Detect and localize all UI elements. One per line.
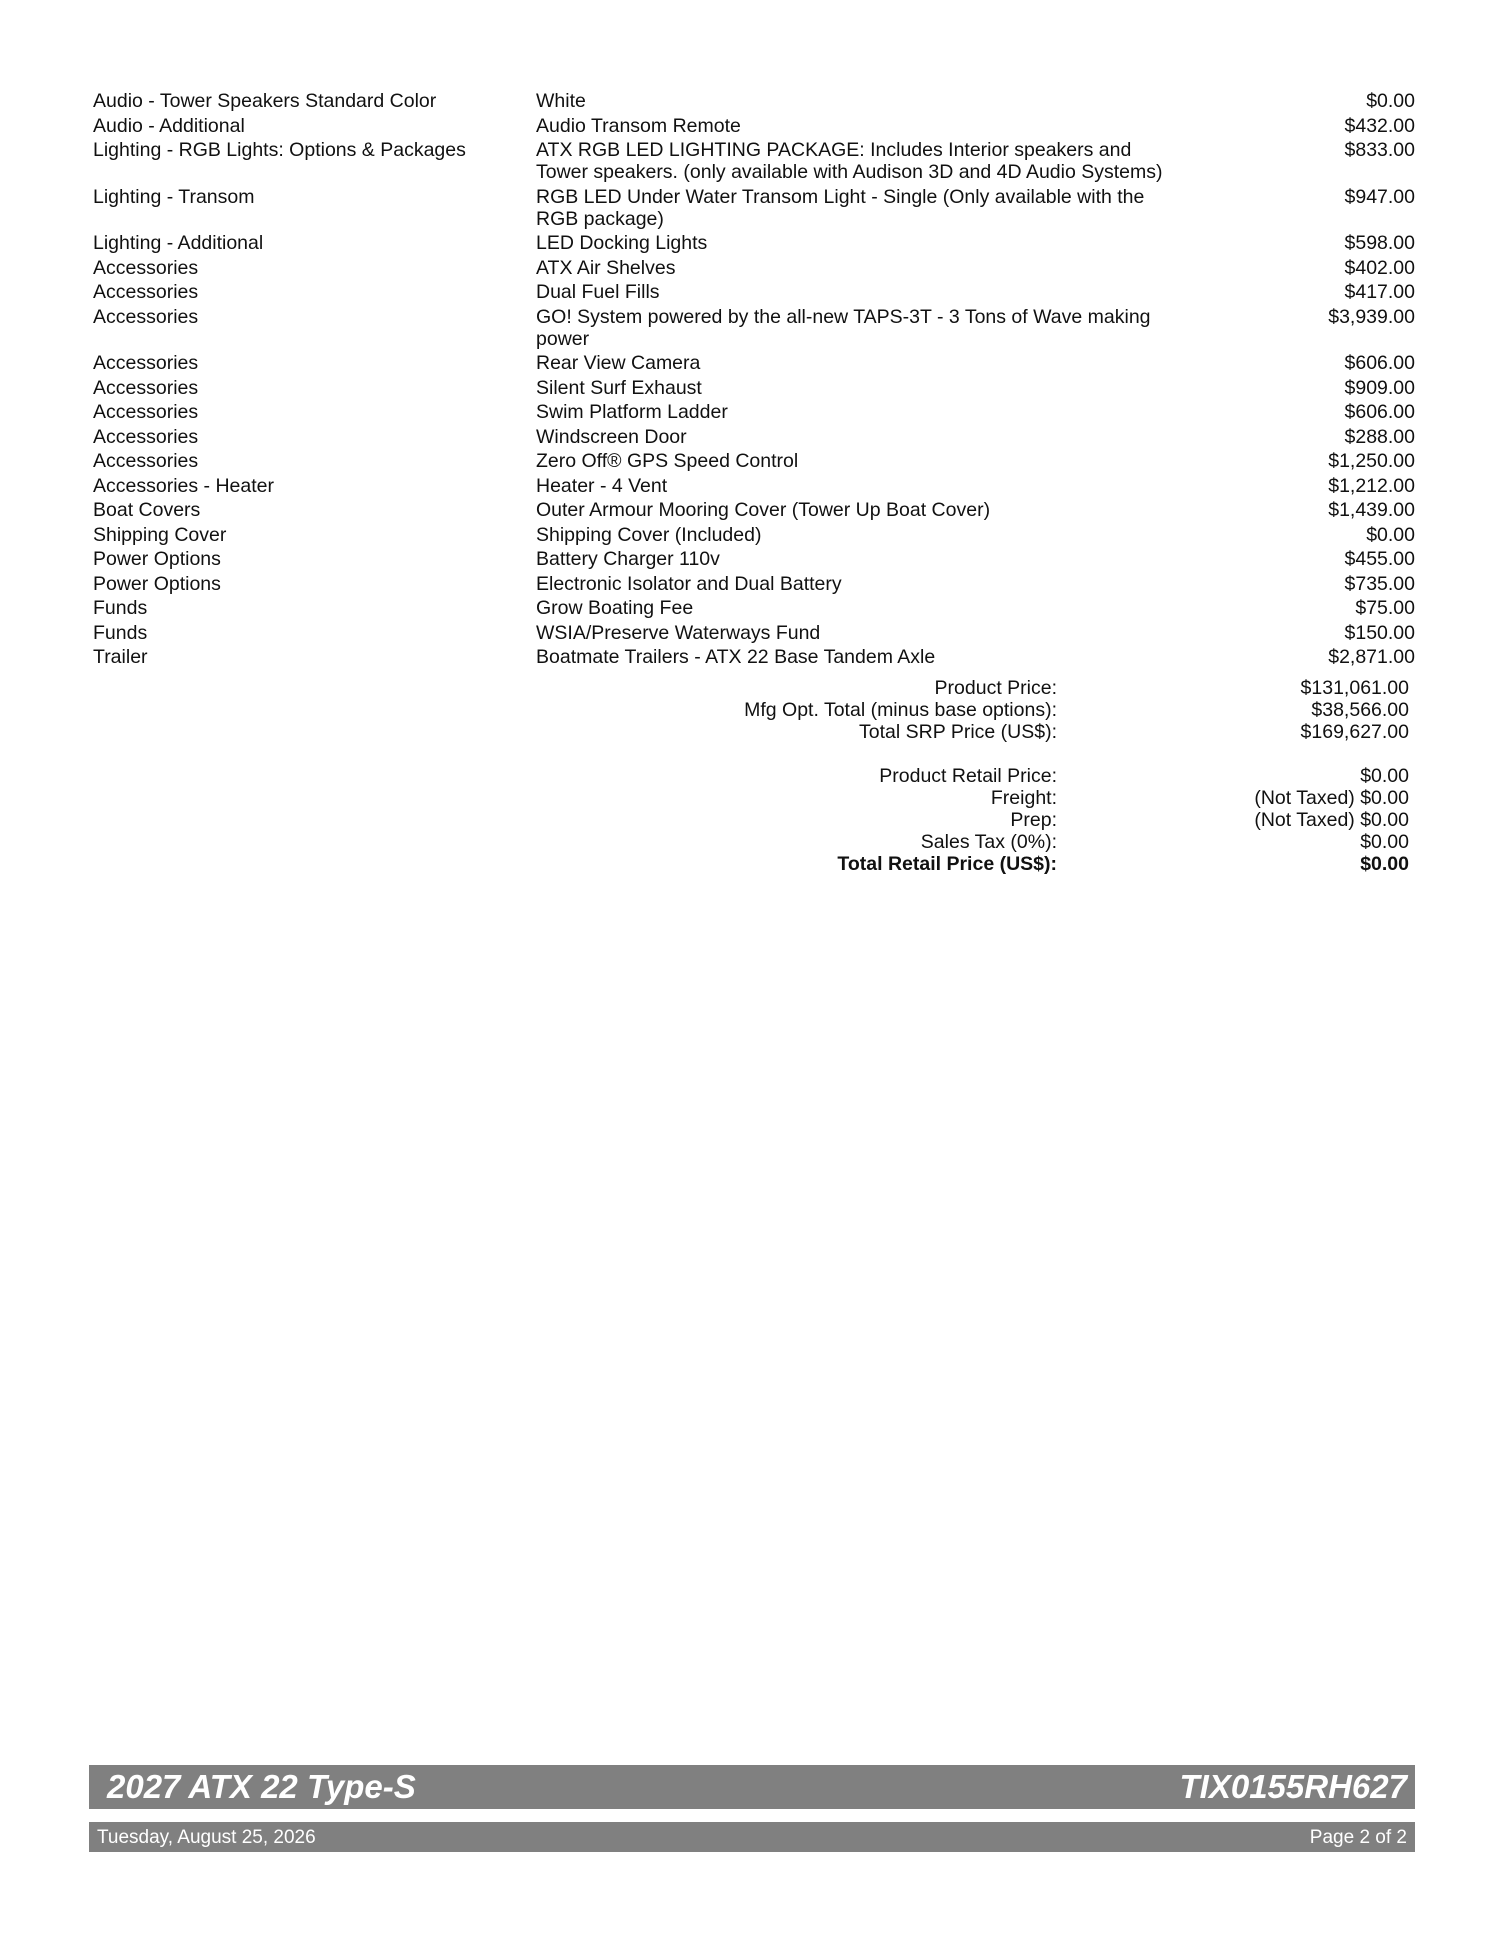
item-price: $455.00 xyxy=(1344,548,1415,570)
item-price: $0.00 xyxy=(1366,90,1415,112)
item-price: $432.00 xyxy=(1344,114,1415,137)
totals-label: Total Retail Price (US$): xyxy=(837,853,1057,875)
footer-title-bar xyxy=(89,1765,1415,1809)
table-row xyxy=(93,257,1415,282)
item-category: Lighting - Additional xyxy=(93,232,264,254)
item-description: Audio Transom Remote xyxy=(536,114,741,137)
item-description: RGB LED Under Water Transom Light - Single (Only available with the RGB package) xyxy=(536,185,1145,230)
totals-label: Sales Tax (0%): xyxy=(920,831,1057,853)
item-description: Shipping Cover (Included) xyxy=(536,523,762,546)
totals-row xyxy=(93,831,1409,853)
item-description: Rear View Camera xyxy=(536,352,701,374)
item-category: Accessories xyxy=(93,376,199,399)
totals-value: $131,061.00 xyxy=(1300,677,1409,699)
totals-value: $38,566.00 xyxy=(1311,699,1409,721)
table-row xyxy=(93,548,1415,573)
item-category: Accessories xyxy=(93,401,199,423)
totals-label: Prep: xyxy=(1010,809,1057,831)
totals-label: Product Price: xyxy=(934,677,1057,699)
item-category: Lighting - Transom xyxy=(93,185,255,208)
item-price: $598.00 xyxy=(1344,232,1415,254)
item-category: Audio - Additional xyxy=(93,114,245,137)
item-description: Windscreen Door xyxy=(536,425,687,448)
table-row xyxy=(93,401,1415,426)
hull-id: TIX0155RH627 xyxy=(1179,1768,1407,1805)
totals-label: Total SRP Price (US$): xyxy=(859,721,1057,743)
item-description: Dual Fuel Fills xyxy=(536,281,660,303)
item-description: White xyxy=(536,90,586,112)
table-row xyxy=(93,646,1415,671)
totals-row xyxy=(93,853,1409,875)
item-category: Power Options xyxy=(93,572,221,595)
totals-row xyxy=(93,677,1409,699)
item-price: $1,212.00 xyxy=(1328,474,1415,497)
item-description: Swim Platform Ladder xyxy=(536,401,728,423)
item-price: $606.00 xyxy=(1344,401,1415,423)
boat-model-title: 2027 ATX 22 Type-S xyxy=(107,1768,416,1805)
item-category: Accessories xyxy=(93,305,199,328)
item-category: Funds xyxy=(93,621,148,644)
totals-value: (Not Taxed) $0.00 xyxy=(1254,787,1409,809)
table-row xyxy=(93,597,1415,622)
table-row xyxy=(93,186,1415,233)
line-items-table xyxy=(93,90,1415,671)
table-row xyxy=(93,352,1415,377)
item-description: Heater - 4 Vent xyxy=(536,474,668,497)
print-date: Tuesday, August 25, 2026 xyxy=(97,1827,316,1848)
item-description: Electronic Isolator and Dual Battery xyxy=(536,572,842,595)
item-price: $1,439.00 xyxy=(1328,499,1415,521)
totals-label: Freight: xyxy=(990,787,1057,809)
footer-info-bar xyxy=(89,1822,1415,1852)
item-category: Accessories xyxy=(93,450,199,472)
table-row xyxy=(93,524,1415,549)
item-category: Power Options xyxy=(93,548,221,570)
item-description: LED Docking Lights xyxy=(536,232,708,254)
table-row xyxy=(93,281,1415,306)
table-row xyxy=(93,475,1415,500)
item-price: $417.00 xyxy=(1344,281,1415,303)
table-row xyxy=(93,115,1415,140)
table-row xyxy=(93,90,1415,115)
item-description: Grow Boating Fee xyxy=(536,597,694,619)
table-row xyxy=(93,622,1415,647)
table-row xyxy=(93,426,1415,451)
totals-value: $0.00 xyxy=(1360,853,1409,875)
totals-value: $0.00 xyxy=(1360,831,1409,853)
table-row xyxy=(93,573,1415,598)
totals-row xyxy=(93,787,1409,809)
item-category: Accessories - Heater xyxy=(93,474,274,497)
table-row xyxy=(93,139,1415,186)
item-category: Funds xyxy=(93,597,148,619)
totals-value: $0.00 xyxy=(1360,765,1409,787)
totals-label: Product Retail Price: xyxy=(879,765,1057,787)
item-description: Silent Surf Exhaust xyxy=(536,376,702,399)
item-category: Audio - Tower Speakers Standard Color xyxy=(93,90,437,112)
item-price: $833.00 xyxy=(1344,139,1415,161)
item-description: ATX Air Shelves xyxy=(536,256,676,279)
item-category: Accessories xyxy=(93,352,199,374)
item-description: GO! System powered by the all-new TAPS-3T - 3 Tons of Wave making power xyxy=(536,305,1151,350)
item-category: Shipping Cover xyxy=(93,523,227,546)
item-price: $75.00 xyxy=(1355,597,1415,619)
item-price: $288.00 xyxy=(1344,425,1415,448)
table-row xyxy=(93,232,1415,257)
item-price: $2,871.00 xyxy=(1328,646,1415,668)
item-description: WSIA/Preserve Waterways Fund xyxy=(536,621,821,644)
item-price: $1,250.00 xyxy=(1328,450,1415,472)
item-price: $3,939.00 xyxy=(1328,305,1415,328)
totals-label: Mfg Opt. Total (minus base options): xyxy=(744,699,1057,721)
totals-value: $169,627.00 xyxy=(1300,721,1409,743)
item-price: $606.00 xyxy=(1344,352,1415,374)
totals-row xyxy=(93,765,1409,787)
item-category: Lighting - RGB Lights: Options & Packages xyxy=(93,139,466,161)
item-description: Boatmate Trailers - ATX 22 Base Tandem Axle xyxy=(536,646,936,668)
retail-totals xyxy=(93,765,1409,875)
item-description: ATX RGB LED LIGHTING PACKAGE: Includes Interior speakers and Tower speakers. (only available with Audison 3D and 4D Audio Systems) xyxy=(536,139,1163,183)
item-price: $909.00 xyxy=(1344,376,1415,399)
srp-totals xyxy=(93,677,1409,743)
item-description: Outer Armour Mooring Cover (Tower Up Boat Cover) xyxy=(536,499,991,521)
item-price: $402.00 xyxy=(1344,256,1415,279)
page-number: Page 2 of 2 xyxy=(1309,1827,1407,1848)
table-row xyxy=(93,499,1415,524)
item-price: $735.00 xyxy=(1344,572,1415,595)
item-description: Battery Charger 110v xyxy=(536,548,720,570)
totals-value: (Not Taxed) $0.00 xyxy=(1254,809,1409,831)
item-price: $947.00 xyxy=(1344,185,1415,208)
table-row xyxy=(93,450,1415,475)
item-price: $150.00 xyxy=(1344,621,1415,644)
item-category: Accessories xyxy=(93,281,199,303)
item-category: Trailer xyxy=(93,646,148,668)
item-description: Zero Off® GPS Speed Control xyxy=(536,450,799,472)
table-row xyxy=(93,306,1415,353)
item-price: $0.00 xyxy=(1366,523,1415,546)
item-category: Boat Covers xyxy=(93,499,201,521)
item-category: Accessories xyxy=(93,256,199,279)
totals-row xyxy=(93,809,1409,831)
item-category: Accessories xyxy=(93,425,199,448)
totals-row xyxy=(93,699,1409,721)
table-row xyxy=(93,377,1415,402)
totals-row xyxy=(93,721,1409,743)
